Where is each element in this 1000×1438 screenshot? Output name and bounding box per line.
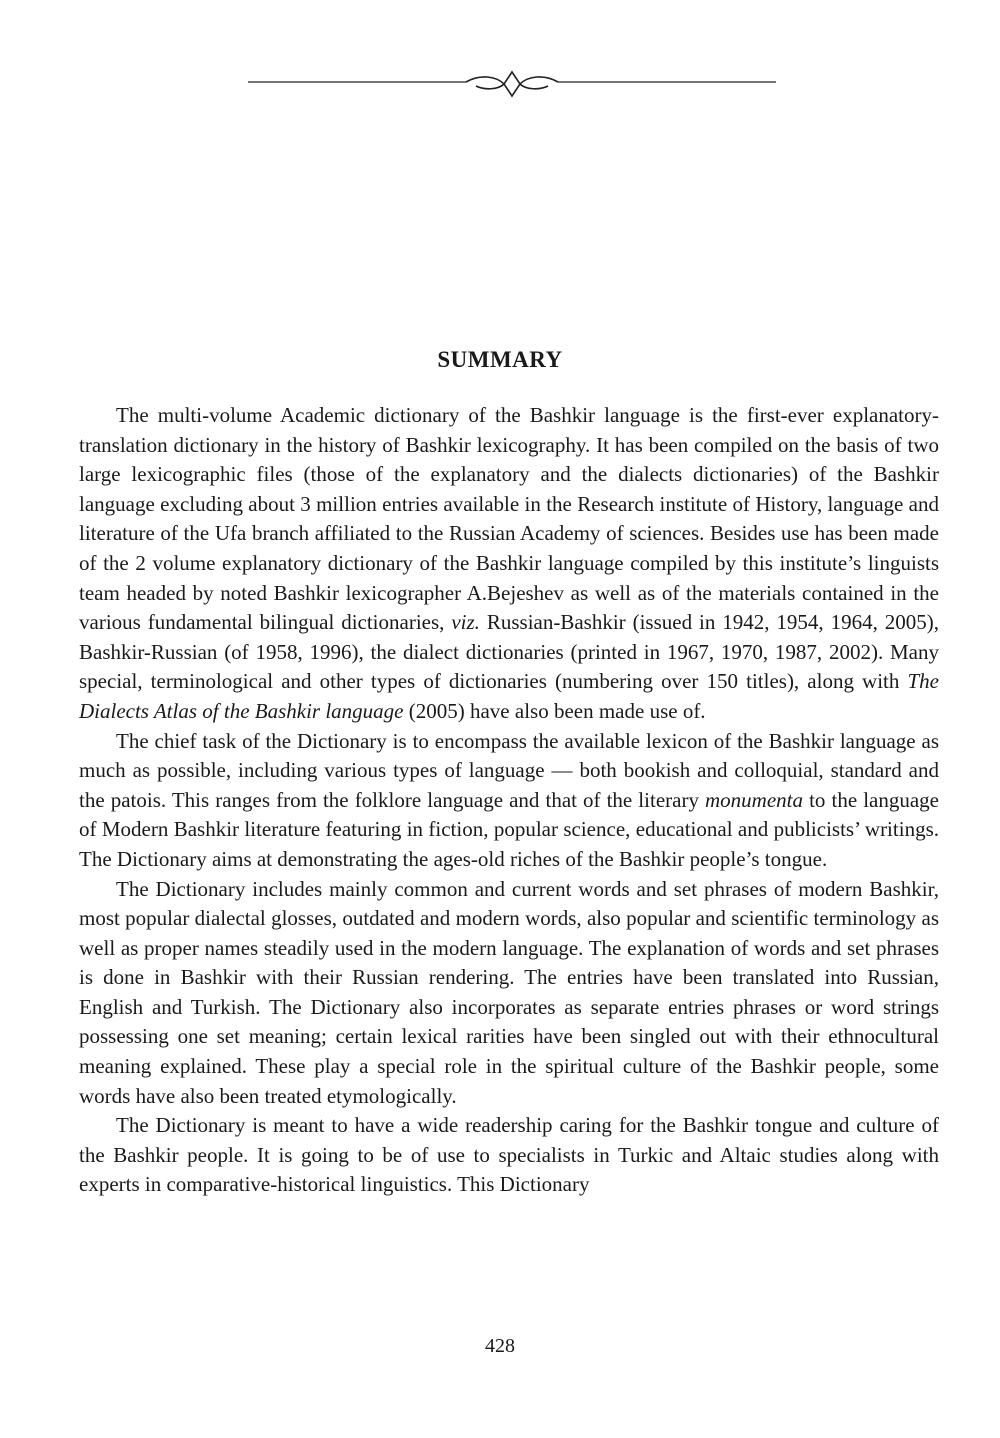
text-run: Russian-Bashkir (issued in 1942, 1954, 1964, 2005), Bashkir-Russian (of 1958, 1996), the dialect dictionaries (printed in 1967, 1970, 1987, 2002). Many special, terminological and other types of dictionaries (numbering over 150 titles), along with	[79, 610, 940, 694]
text-run: The Dictionary is meant to have a wide readership caring for the Bashkir tongue and culture of the Bashkir people. It is going to be of use to specialists in Turkic and Altaic studies along with experts in comparative-historical linguistics. This Dictionary	[79, 1113, 939, 1197]
text-run: The multi-volume Academic dictionary of the Bashkir language is the first-ever explanatory-translation dictionary in the history of Bashkir lexicography. It has been compiled on the basis of two large lexicographic files (those of the explanatory and the dialects dictionaries) of the Bashkir language excluding about 3 million entries available in the Research institute of History, language and literature of the Ufa branch affiliated to the Russian Academy of sciences. Besides use has been made of the 2 volume explanatory dictionary of the Bashkir language compiled by this institute’s linguists team headed by noted Bashkir lexicographer A.Bejeshev as well as of the materials contained in the various fundamental bilingual dictionaries,	[79, 403, 939, 635]
page-number: 428	[485, 1335, 515, 1357]
italic-text: viz.	[451, 610, 480, 635]
italic-text: The Dialects Atlas of the Bashkir language	[79, 669, 939, 723]
text-run: (2005) have also been made use of.	[403, 698, 706, 723]
summary-body	[79, 401, 939, 1200]
text-run: to the language of Modern Bashkir literature featuring in fiction, popular science, educational and publicists’ writings. The Dictionary aims at demonstrating the ages-old riches of the Bashkir people’s tongue.	[79, 787, 939, 871]
decorative-ornament-icon	[248, 68, 776, 102]
paragraph	[79, 1111, 939, 1200]
paragraph	[79, 727, 939, 875]
paragraph	[79, 401, 939, 727]
italic-text: monumenta	[705, 787, 804, 812]
paragraph	[79, 875, 939, 1112]
text-run: The Dictionary includes mainly common and current words and set phrases of modern Bashkir, most popular dialectal glosses, outdated and modern words, also popular and scientific terminology as well as proper names steadily used in the modern language. The explanation of words and set phrases is done in Bashkir with their Russian rendering. The entries have been translated into Russian, English and Turkish. The Dictionary also incorporates as separate entries phrases or word strings possessing one set meaning; certain lexical rarities have been singled out with their ethnocultural meaning explained. These play a special role in the spiritual culture of the Bashkir people, some words have also been treated etymologically.	[79, 876, 939, 1108]
page-title: SUMMARY	[437, 347, 563, 372]
text-run: The chief task of the Dictionary is to encompass the available lexicon of the Bashkir language as much as possible, including various types of language — both bookish and colloquial, standard and the patois. This ranges from the folklore language and that of the literary	[79, 728, 939, 812]
